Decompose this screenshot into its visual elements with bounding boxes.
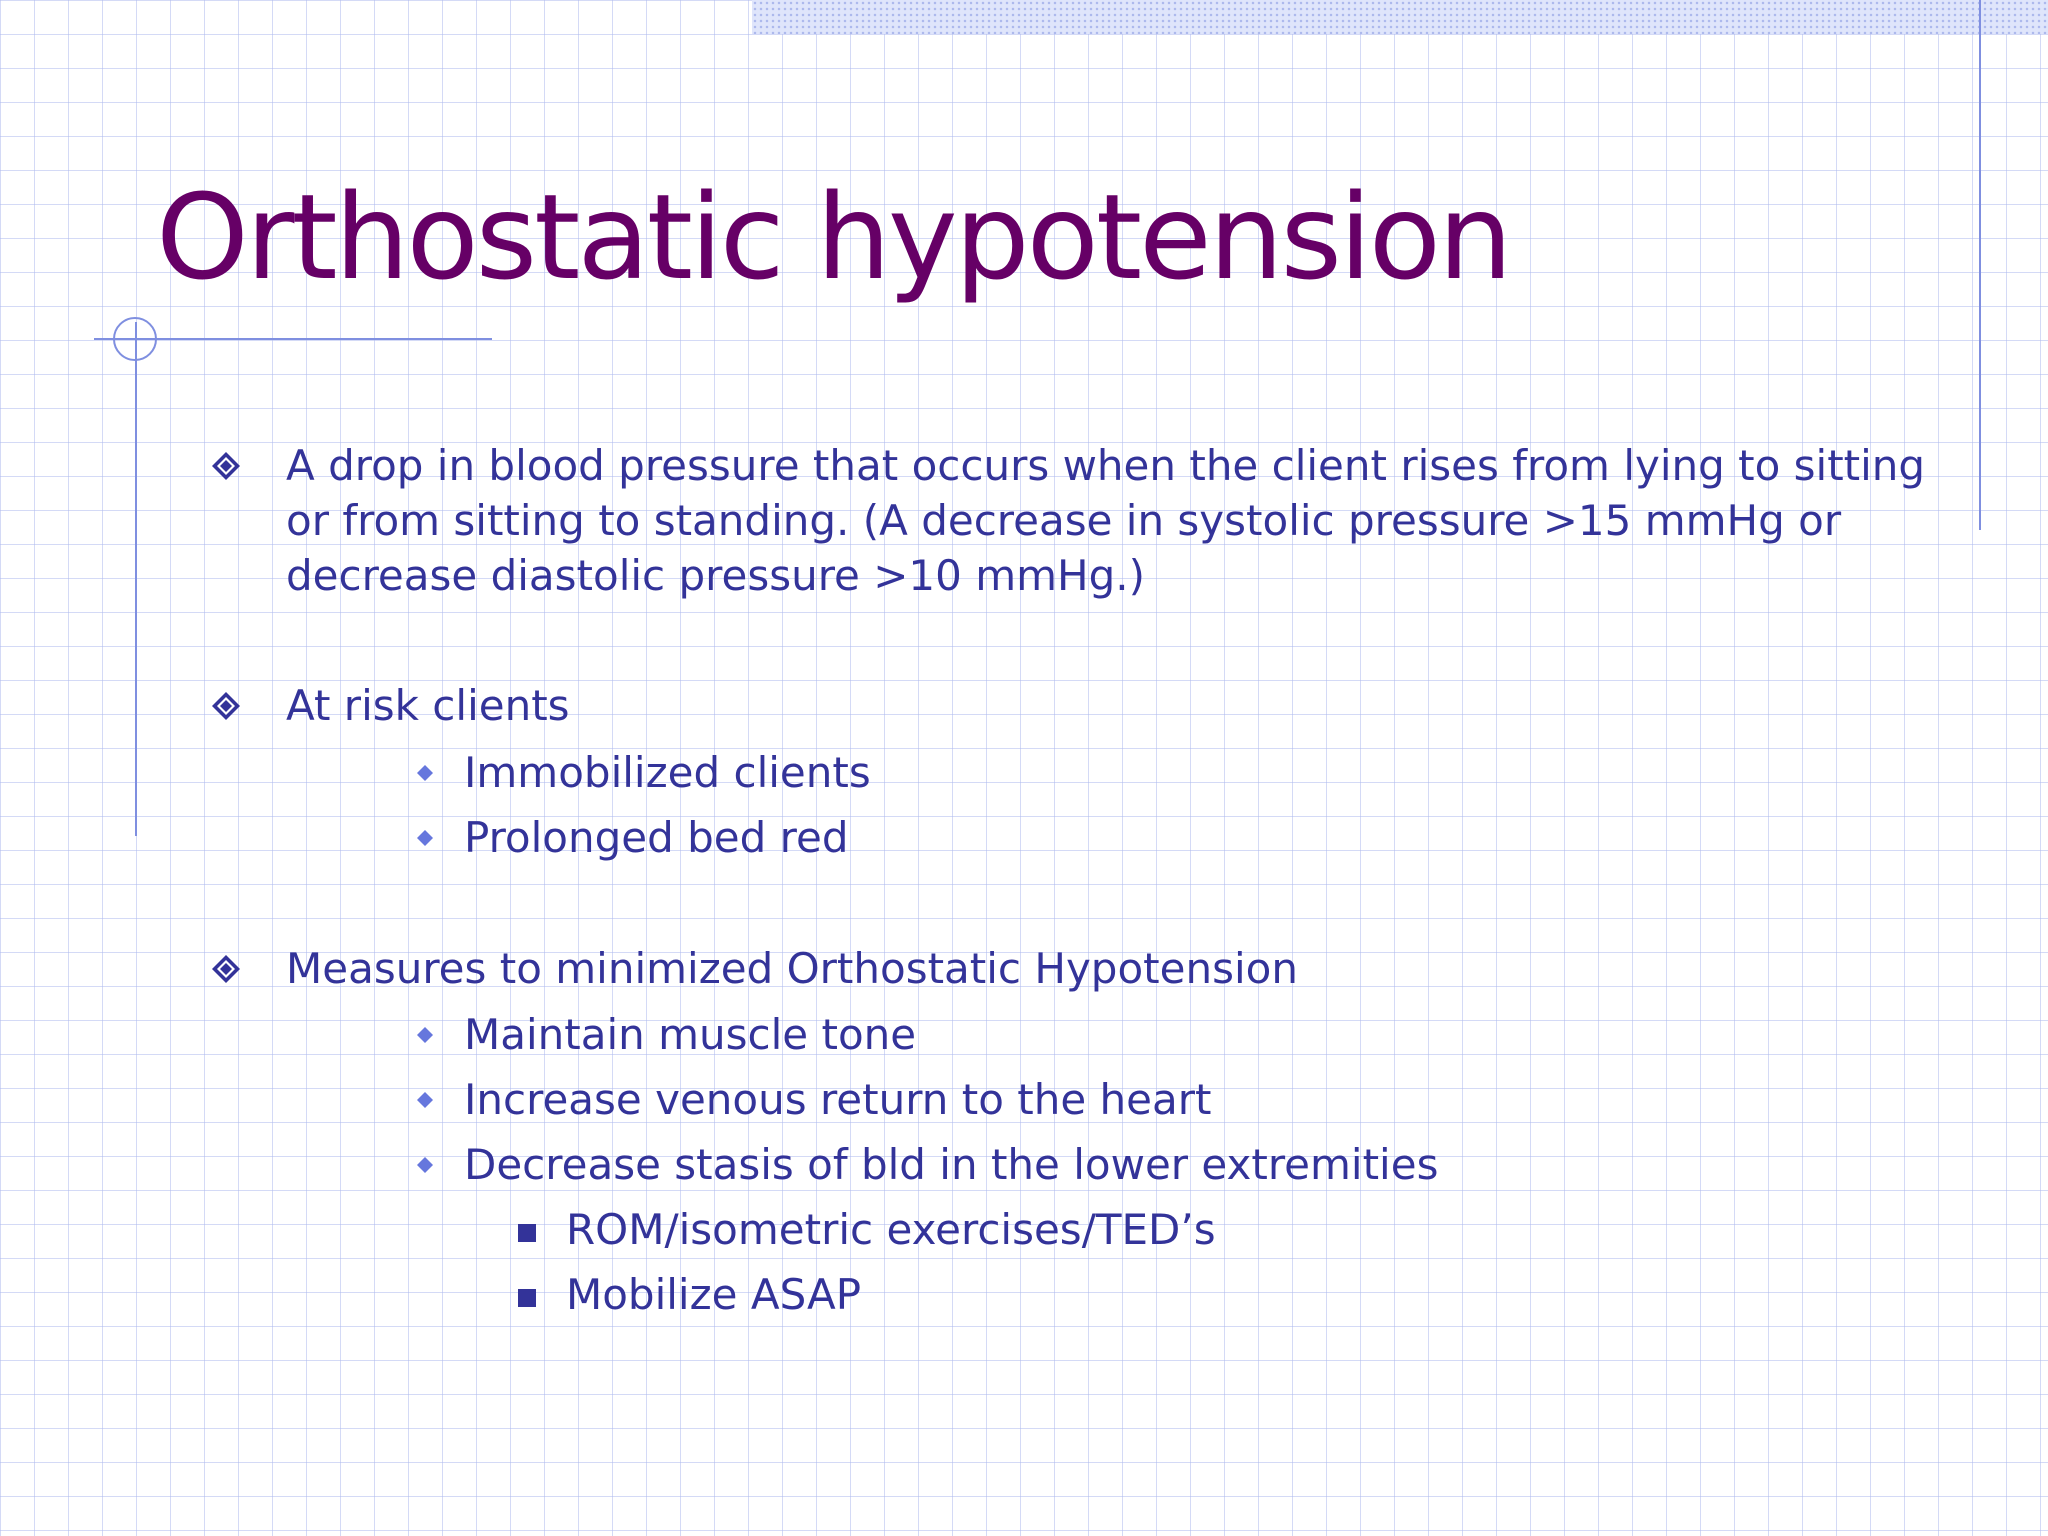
diamond-bullet-icon [211, 451, 241, 481]
diamond-bullet-icon [211, 691, 241, 721]
small-diamond-bullet-icon [417, 830, 433, 846]
small-diamond-bullet-icon [417, 765, 433, 781]
list-item: ROM/isometric exercises/TED’s [566, 1205, 1216, 1254]
list-item: A drop in blood pressure that occurs when the client rises from lying to sitting or from sitting to standing. (A decrease in systolic pressure >15 mmHg or decrease diastolic pressure >10 mmHg.) [286, 441, 1926, 600]
slide-title: Orthostatic hypotension [156, 168, 1510, 306]
small-diamond-bullet-icon [417, 1092, 433, 1108]
list-item: Increase venous return to the heart [464, 1075, 1212, 1124]
square-bullet-icon [518, 1289, 536, 1307]
list-item: Maintain muscle tone [464, 1010, 917, 1059]
list-item: Mobilize ASAP [566, 1270, 862, 1319]
list-item: At risk clients [286, 681, 570, 730]
small-diamond-bullet-icon [417, 1027, 433, 1043]
list-item: Prolonged bed red [464, 813, 849, 862]
square-bullet-icon [518, 1224, 536, 1242]
diamond-bullet-icon [211, 954, 241, 984]
small-diamond-bullet-icon [417, 1157, 433, 1173]
list-item: Measures to minimized Orthostatic Hypotension [286, 944, 1298, 993]
list-item: Decrease stasis of bld in the lower extremities [464, 1140, 1439, 1189]
list-item: Immobilized clients [464, 748, 871, 797]
